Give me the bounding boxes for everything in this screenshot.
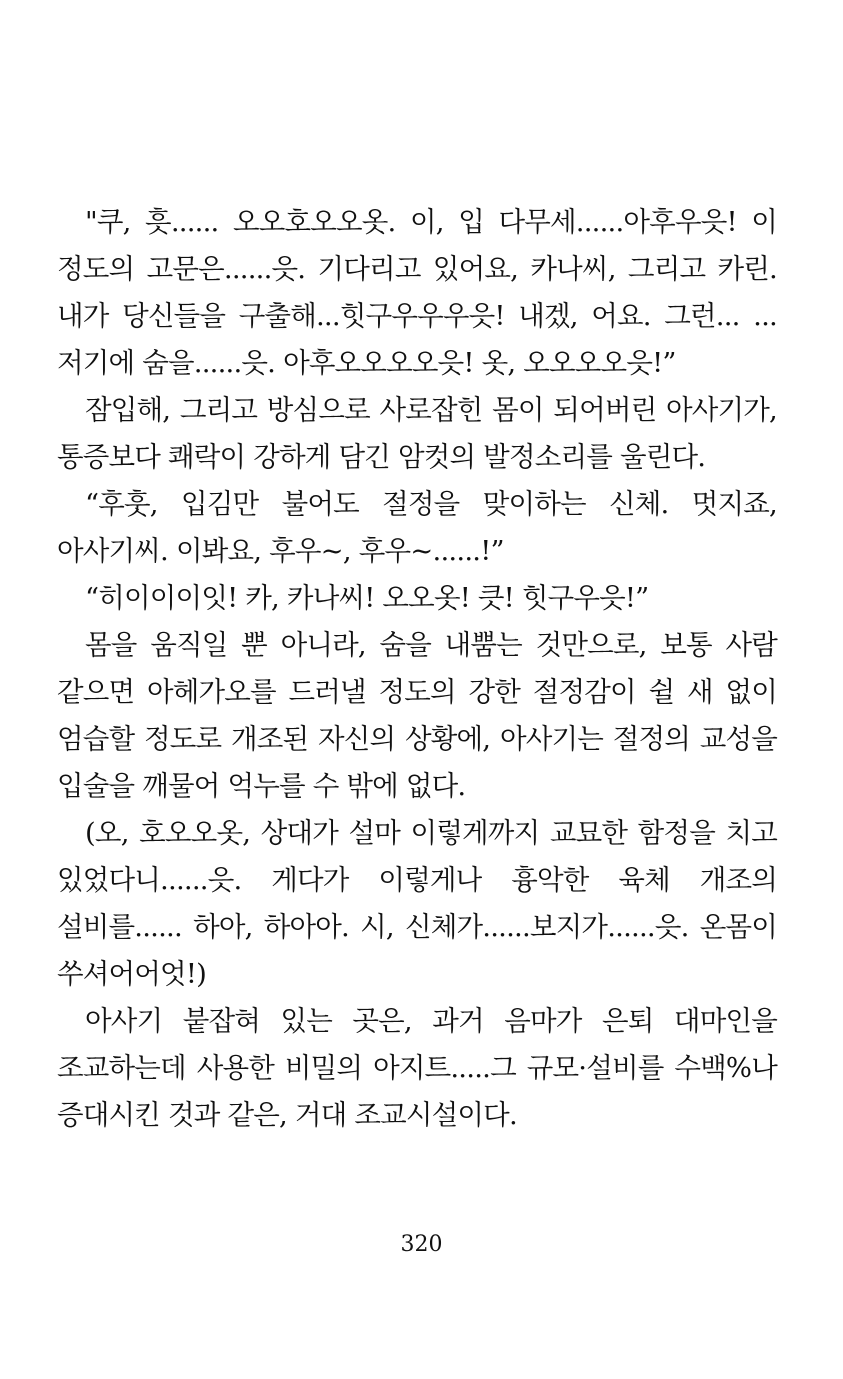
paragraph-4: “히이이이잇! 카, 카나씨! 오오옷! 큿! 힛구우읏!”	[85, 582, 649, 614]
page-number: 320	[400, 1232, 443, 1257]
paragraph-6: (오, 호오오옷, 상대가 설마 이렇게까지 교묘한 함정을 치고 있었다니......읏. 게다가 이렇게나 흉악한 육체 개조의 설비를...... 하아, 하아아. 시, 신체가......보지가......읏. 온몸이 쑤셔어어엇!)	[57, 817, 777, 990]
paragraph-7: 아사기 붙잡혀 있는 곳은, 과거 음마가 은퇴 대마인을 조교하는데 사용한 비밀의 아지트.....그 규모·설비를 수백%나 증대시킨 것과 같은, 거대 조교시설이다.	[57, 1005, 777, 1131]
page-text	[57, 199, 777, 1139]
paragraph-2: 잠입해, 그리고 방심으로 사로잡힌 몸이 되어버린 아사기가, 통증보다 쾌락이 강하게 담긴 암컷의 발정소리를 울린다.	[57, 394, 777, 473]
paragraph-1: "쿠, 흣...... 오오호오오옷. 이, 입 다무세......아후우읏! 이 정도의 고문은......읏. 기다리고 있어요, 카나씨, 그리고 카린. 내가 당신들을 구출해...힛구우우우읏! 내겠, 어요. 그런... ...저기에 숨을......읏. 아후오오오오읏! 옷, 오오오오읏!”	[57, 206, 777, 379]
paragraph-3: “후훗, 입김만 불어도 절정을 맞이하는 신체. 멋지죠, 아사기씨. 이봐요, 후우~, 후우~......!”	[57, 488, 777, 567]
paragraph-5: 몸을 움직일 뿐 아니라, 숨을 내뿜는 것만으로, 보통 사람 같으면 아헤가오를 드러낼 정도의 강한 절정감이 쉴 새 없이 엄습할 정도로 개조된 자신의 상황에, 아사기는 절정의 교성을 입술을 깨물어 억누를 수 밖에 없다.	[57, 629, 777, 802]
